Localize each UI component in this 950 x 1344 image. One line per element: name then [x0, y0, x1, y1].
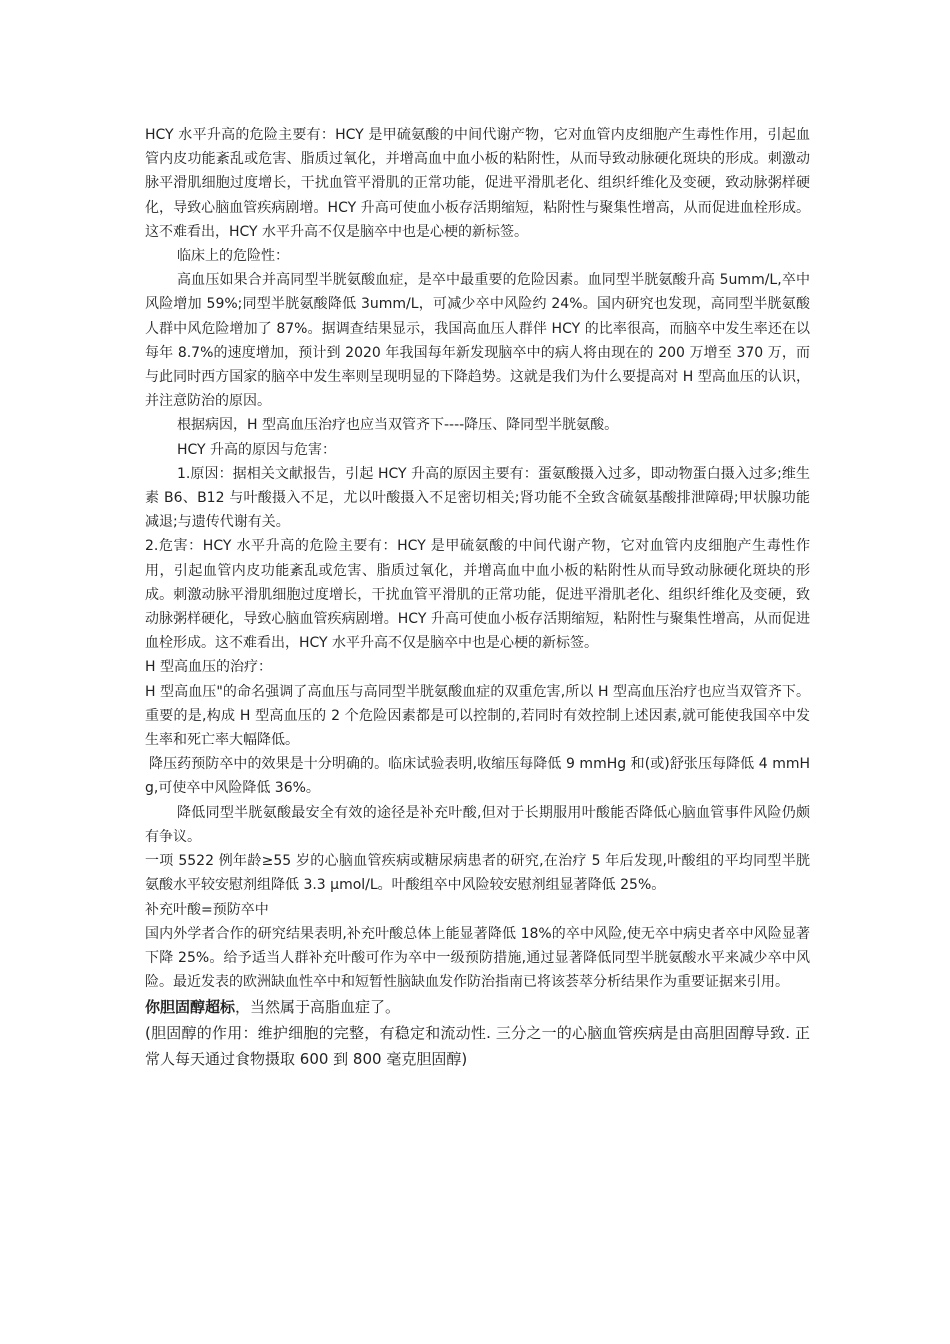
cholesterol-text: ，当然属于高脂血症了。 [235, 998, 401, 1017]
paragraph-causes: 1.原因：据相关文献报告，引起 HCY 升高的原因主要有：蛋氨酸摄入过多，即动物蛋白摄入过多;维生素 B6、B12 与叶酸摄入不足，尤以叶酸摄入不足密切相关;肾功能不全致含硫氨基酸排泄障碍;甲状腺功能减退;与遗传代谢有关。 [145, 465, 810, 531]
paragraph-harms: 2.危害：HCY 水平升高的危险主要有：HCY 是甲硫氨酸的中间代谢产物，它对血管内皮细胞产生毒性作用，引起血管内皮功能紊乱或危害、脂质过氧化，并增高血中血小板的粘附性从而导致动脉硬化斑块的形成。刺激动脉平滑肌细胞过度增长，干扰血管平滑肌的正常功能，促进平滑肌老化、组织纤维化及变硬，致动脉粥样硬化，导致心脑血管疾病剧增。HCY 升高可使血小板存活期缩短，粘附性与聚集性增高，从而促进血栓形成。这不难看出，HCY 水平升高不仅是脑卒中也是心梗的新标签。 [145, 538, 810, 652]
paragraph-treatment-approach: 根据病因，H 型高血压治疗也应当双管齐下----降压、降同型半胱氨酸。 [177, 417, 619, 434]
paragraph-cause-heading: HCY 升高的原因与危害： [177, 441, 337, 458]
paragraph-clinical-heading: 临床上的危险性： [177, 248, 289, 265]
paragraph-h-type-naming: H 型高血压"的命名强调了高血压与高同型半胱氨酸血症的双重危害,所以 H 型高血压治疗也应当双管齐下。重要的是,构成 H 型高血压的 2 个危险因素都是可以控制的,若同时有效控制上述因素,就可能使我国卒中发生率和死亡率大幅降低。 [145, 683, 810, 749]
document-body [145, 123, 810, 1072]
cholesterol-emphasis: 你胆固醇超标 [145, 998, 236, 1017]
paragraph-treatment-heading: H 型高血压的治疗： [145, 659, 272, 676]
paragraph-folic-acid-heading: 补充叶酸=预防卒中 [145, 901, 269, 918]
paragraph-folic-acid-route: 降低同型半胱氨酸最安全有效的途径是补充叶酸,但对于长期服用叶酸能否降低心脑血管事件风险仍颇有争议。 [145, 804, 810, 845]
paragraph-antihypertensive-effect: 降压药预防卒中的效果是十分明确的。临床试验表明,收缩压每降低 9 mmHg 和(或)舒张压每降低 4 mmHg,可使卒中风险降低 36%。 [145, 756, 810, 797]
paragraph-hypertension-risk: 高血压如果合并高同型半胱氨酸血症，是卒中最重要的危险因素。血同型半胱氨酸升高 5umm/L,卒中风险增加 59%;同型半胱氨酸降低 3umm/L，可减少卒中风险约 24%。国内研究也发现，高同型半胱氨酸人群中风危险增加了 87%。据调查结果显示，我国高血压人群伴 HCY 的比率很高，而脑卒中发生率还在以每年 8.7%的速度增加，预计到 2020 年我国每年新发现脑卒中的病人将由现在的 200 万增至 370 万，而与此同时西方国家的脑卒中发生率则呈现明显的下降趋势。这就是我们为什么要提高对 H 型高血压的认识，并注意防治的原因。 [145, 272, 810, 410]
paragraph-research-findings: 国内外学者合作的研究结果表明,补充叶酸总体上能显著降低 18%的卒中风险,使无卒中病史者卒中风险显著下降 25%。给予适当人群补充叶酸可作为卒中一级预防措施,通过显著降低同型半胱氨酸水平来减少卒中风险。最近发表的欧洲缺血性卒中和短暂性脑缺血发作防治指南已将该荟萃分析结果作为重要证据来引用。 [145, 925, 810, 991]
paragraph-cholesterol [145, 994, 810, 1020]
paragraph-hcy-risk: HCY 水平升高的危险主要有：HCY 是甲硫氨酸的中间代谢产物，它对血管内皮细胞产生毒性作用，引起血管内皮功能紊乱或危害、脂质过氧化，并增高血中血小板的粘附性，从而导致动脉硬化斑块的形成。刺激动脉平滑肌细胞过度增长，干扰血管平滑肌的正常功能，促进平滑肌老化、组织纤维化及变硬，致动脉粥样硬化，导致心脑血管疾病剧增。HCY 升高可使血小板存活期缩短，粘附性与聚集性增高，从而促进血栓形成。这不难看出，HCY 水平升高不仅是脑卒中也是心梗的新标签。 [145, 127, 810, 240]
paragraph-cholesterol-function: (胆固醇的作用：维护细胞的完整，有稳定和流动性. 三分之一的心脑血管疾病是由高胆固醇导致. 正常人每天通过食物摄取 600 到 800 毫克胆固醇) [145, 1024, 810, 1069]
paragraph-study-results: 一项 5522 例年龄≥55 岁的心脑血管疾病或糖尿病患者的研究,在治疗 5 年后发现,叶酸组的平均同型半胱氨酸水平较安慰剂组降低 3.3 μmol/L。叶酸组卒中风险较安慰剂组显著降低 25%。 [145, 853, 810, 894]
